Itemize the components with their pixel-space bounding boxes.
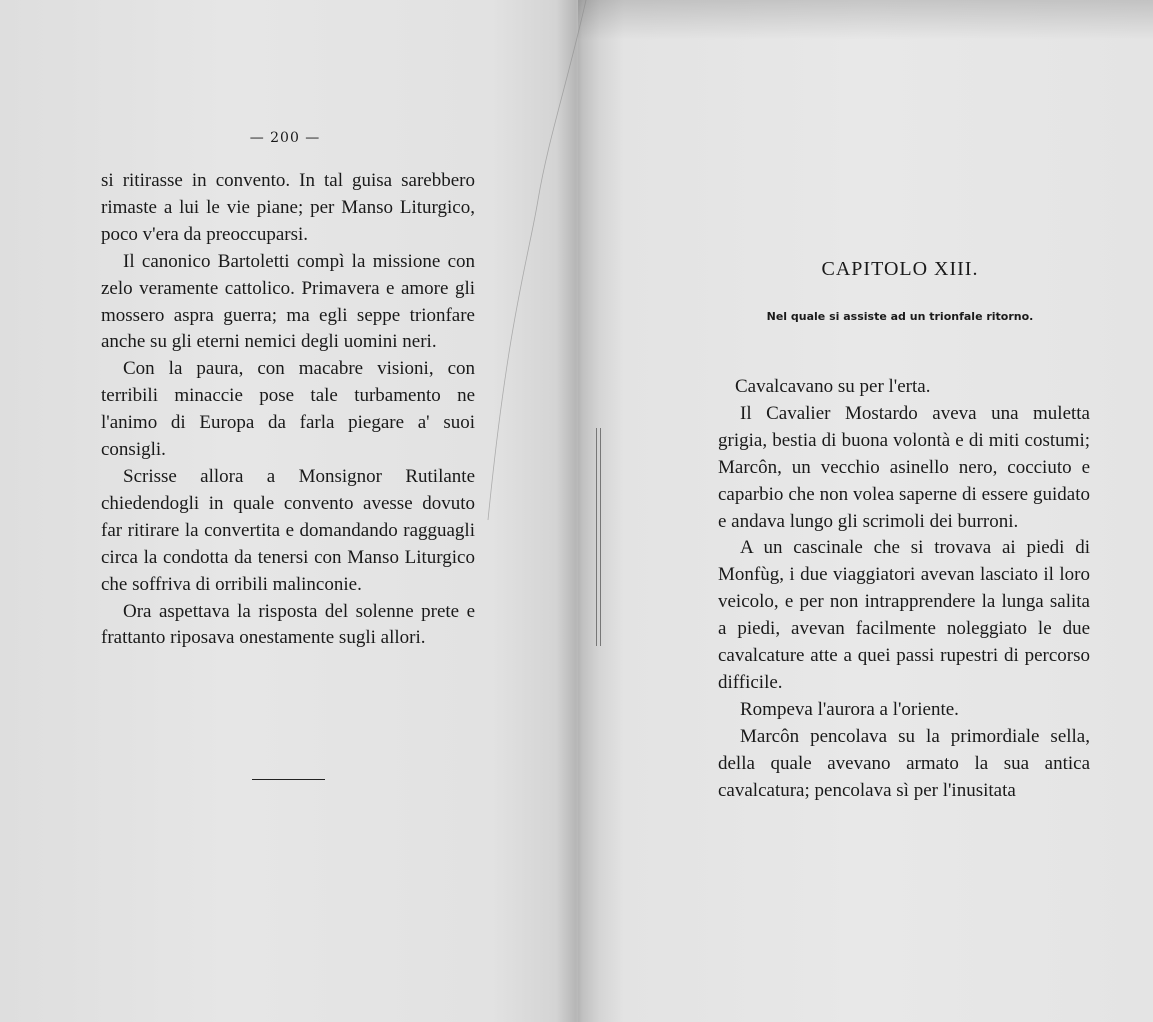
paragraph: Il canonico Bartoletti compì la missione con zelo veramente cattolico. Primavera e amore gli mossero aspra guerra; ma egli seppe trionfare anche su gli eterni nemici degli uomini neri. [101, 250, 475, 353]
bookmark-ribbon [596, 428, 601, 646]
paragraph: Scrisse allora a Monsignor Rutilante chiedendogli in quale convento avesse dovuto far ritirare la convertita e domandando ragguagli circa la condotta da tenersi con Manso Liturgico che soffriva di orribili malinconie. [101, 465, 475, 595]
paragraph: Cavalcavano su per l'erta. [735, 376, 931, 397]
page-number: — 200 — [249, 130, 321, 146]
chapter-end-rule [252, 779, 325, 780]
paragraph: si ritirasse in convento. In tal guisa sarebbero rimaste a lui le vie piane; per Manso Liturgico, poco v'era da preoccuparsi. [101, 170, 475, 245]
paragraph: Marcôn pencolava su la primordiale sella, della quale avevano armato la sua antica cavalcatura; pencolava sì per l'inusitata [718, 725, 1090, 801]
right-page-text [718, 374, 1090, 805]
chapter-title: CAPITOLO XIII. [821, 258, 979, 280]
paragraph: Con la paura, con macabre visioni, con terribili minaccie pose tale turbamento ne l'animo di Europa da farla piegare a' suoi consigli. [101, 358, 475, 461]
paragraph: Ora aspettava la risposta del solenne prete e frattanto riposava onestamente sugli allori. [101, 600, 475, 649]
paragraph: Il Cavalier Mostardo aveva una muletta grigia, bestia di buona volontà e di miti costumi; Marcôn, un vecchio asinello nero, cocciuto e caparbio che non volea saperne di essere guidato e andava lungo gli scrimoli dei burroni. [718, 402, 1090, 532]
paragraph: Rompeva l'aurora a l'oriente. [740, 698, 959, 720]
chapter-subtitle: Nel quale si assiste ad un trionfale ritorno. [766, 310, 1034, 323]
book-gutter [556, 0, 600, 1022]
left-page-text [101, 168, 475, 652]
paragraph: A un cascinale che si trovava ai piedi di Monfùg, i due viaggiatori avevan lasciato il loro veicolo, e per non intrapprendere la lunga salita a piedi, avevan facilmente noleggiato le due cavalcature atte a quei passi rupestri di percorso difficile. [718, 537, 1090, 693]
page-edge-shadow [578, 0, 1153, 40]
